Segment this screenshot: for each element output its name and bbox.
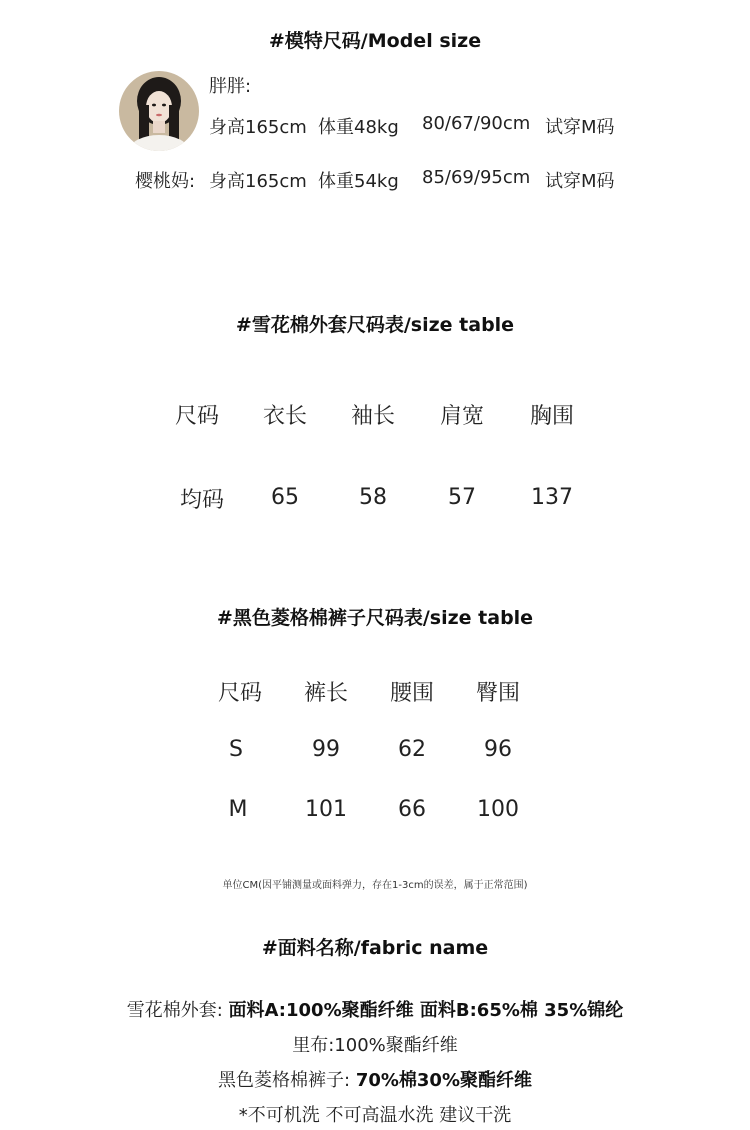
jacket-cell-shoulder: 57 (448, 485, 476, 510)
jacket-cell-length: 65 (271, 485, 299, 510)
jacket-size-table-heading: #雪花棉外套尺码表/size table (235, 314, 515, 336)
jacket-header-sleeve: 袖长 (350, 404, 395, 429)
model1-tried-size: 试穿M码 (545, 117, 615, 138)
jacket-cell-size: 均码 (179, 488, 224, 513)
pants-row-m-waist: 66 (398, 797, 426, 822)
pants-row-s-hip: 96 (484, 737, 512, 762)
fabric-pants-label: 黑色菱格棉裤子: (218, 1070, 351, 1091)
fabric-pants-composition: 70%棉30%聚酯纤维 (355, 1070, 532, 1091)
model2-name: 樱桃妈: (135, 171, 196, 192)
pants-row-m-length: 101 (305, 797, 347, 822)
model2-measurements: 85/69/95cm (422, 167, 531, 188)
model1-name: 胖胖: (209, 76, 252, 97)
model2-height: 身高165cm (209, 171, 307, 192)
jacket-cell-sleeve: 58 (359, 485, 387, 510)
pants-header-size: 尺码 (217, 681, 262, 706)
pants-row-s-size: S (229, 737, 243, 762)
jacket-header-chest: 胸围 (529, 404, 574, 429)
pants-size-table-heading: #黑色菱格棉裤子尺码表/size table (216, 607, 534, 629)
model2-weight: 体重54kg (318, 171, 399, 192)
model-size-heading: #模特尺码/Model size (268, 30, 482, 52)
model1-weight: 体重48kg (318, 117, 399, 138)
model-portrait-image (119, 71, 199, 151)
model1-measurements: 80/67/90cm (422, 113, 531, 134)
care-instructions: *不可机洗 不可高温水洗 建议干洗 (238, 1105, 512, 1126)
pants-row-m-size: M (228, 797, 248, 822)
measurement-note: 单位CM(因平铺测量或面料弹力，存在1-3cm的误差，属于正常范围) (222, 880, 528, 891)
jacket-header-size: 尺码 (174, 404, 219, 429)
pants-row-s-waist: 62 (398, 737, 426, 762)
pants-row-s-length: 99 (312, 737, 340, 762)
pants-header-waist: 腰围 (389, 681, 434, 706)
model2-tried-size: 试穿M码 (545, 171, 615, 192)
fabric-name-heading: #面料名称/fabric name (261, 937, 489, 959)
pants-row-m-hip: 100 (477, 797, 519, 822)
pants-header-hip: 臀围 (475, 681, 520, 706)
jacket-header-shoulder: 肩宽 (439, 404, 484, 429)
pants-header-length: 裤长 (303, 681, 348, 706)
fabric-line-jacket (0, 996, 750, 1022)
model1-height: 身高165cm (209, 117, 307, 138)
fabric-line-pants (0, 1066, 750, 1092)
fabric-jacket-label: 雪花棉外套: (126, 1000, 223, 1021)
fabric-jacket-composition: 面料A:100%聚酯纤维 面料B:65%棉 35%锦纶 (228, 1000, 624, 1021)
jacket-cell-chest: 137 (531, 485, 573, 510)
model-avatar (119, 71, 199, 151)
fabric-line-lining: 里布:100%聚酯纤维 (292, 1035, 458, 1056)
jacket-header-length: 衣长 (262, 404, 307, 429)
